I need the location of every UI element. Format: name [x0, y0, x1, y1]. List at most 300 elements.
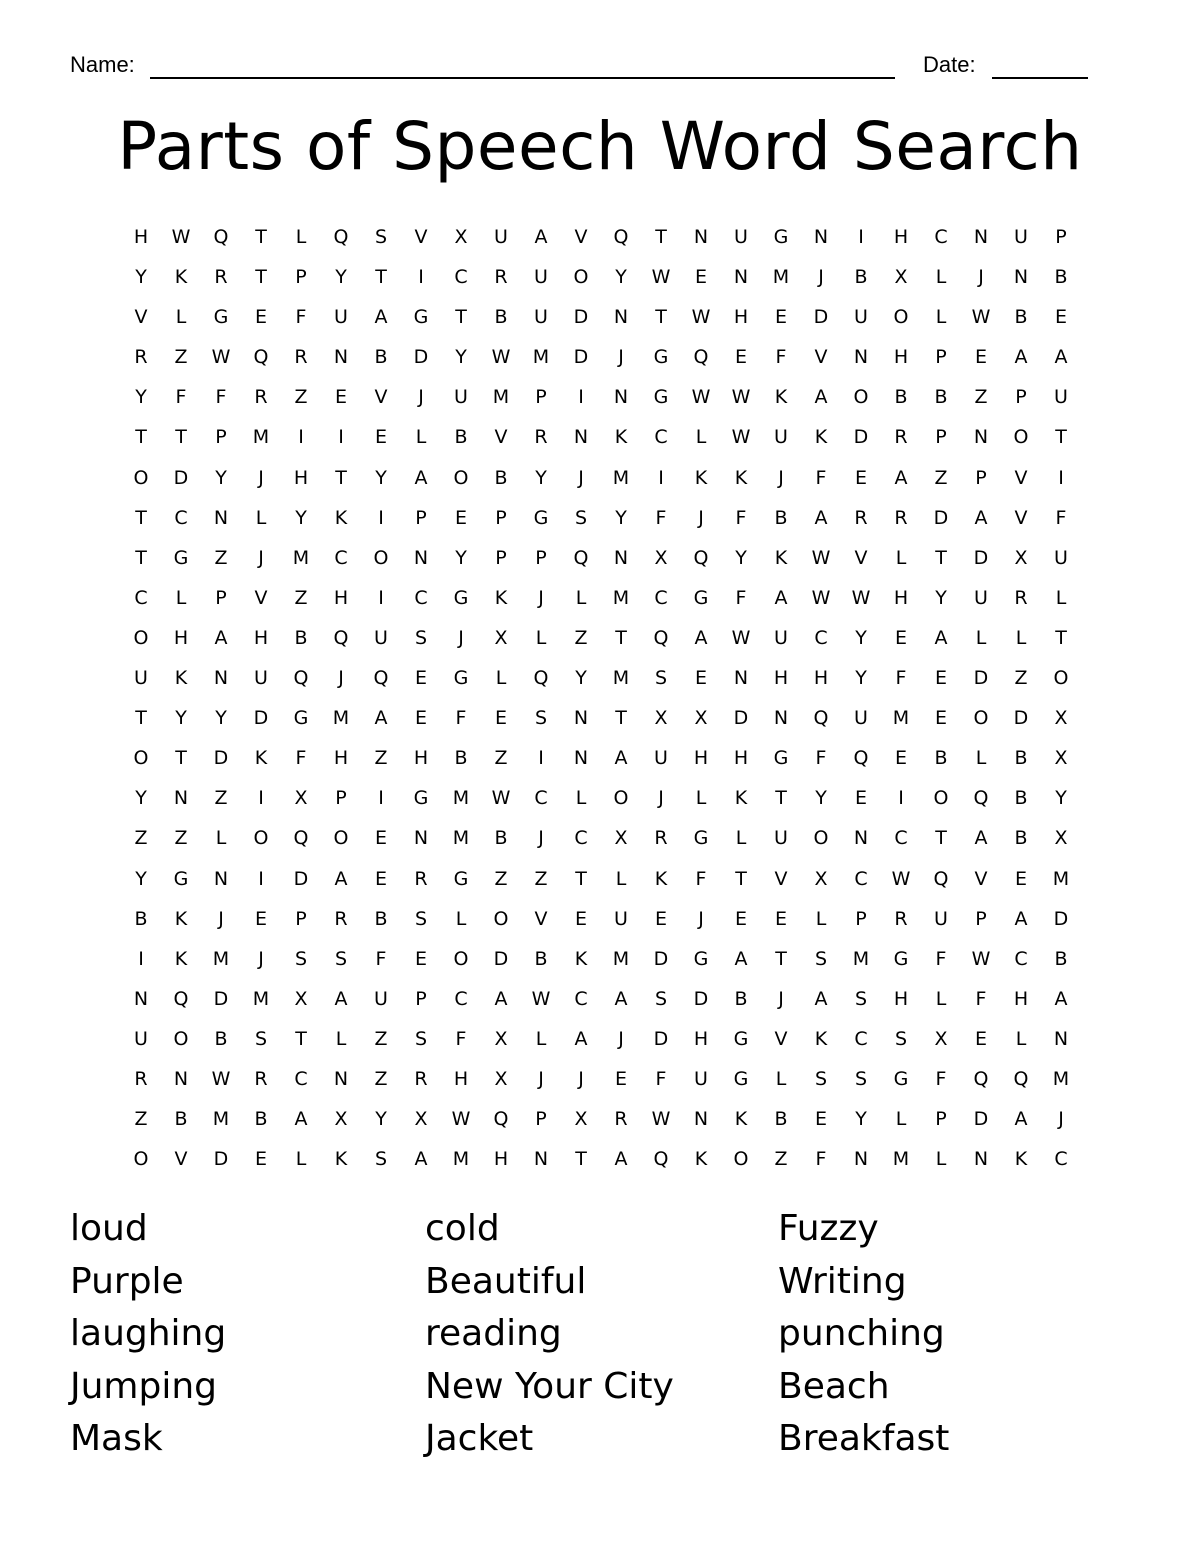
grid-letter: K — [734, 1108, 748, 1131]
grid-letter: E — [854, 466, 867, 489]
grid-letter: D — [413, 346, 429, 369]
grid-letter: D — [573, 346, 589, 369]
grid-letter: B — [774, 506, 788, 529]
grid-letter: N — [173, 1067, 189, 1090]
grid-letter: X — [294, 787, 308, 810]
grid-letter: A — [334, 867, 348, 890]
grid-letter: U — [334, 306, 348, 329]
grid-letter: T — [655, 226, 667, 248]
grid-letter: H — [333, 747, 349, 770]
grid-letter: P — [215, 426, 227, 449]
grid-letter: I — [898, 787, 904, 810]
grid-letter: M — [212, 1108, 230, 1131]
grid-letter: X — [334, 1108, 348, 1131]
grid-letter: D — [293, 867, 309, 890]
grid-letter: M — [452, 1148, 470, 1171]
grid-letter: R — [334, 907, 348, 930]
grid-letter: F — [935, 1067, 947, 1090]
grid-letter: V — [254, 586, 268, 609]
grid-letter: F — [975, 987, 987, 1010]
grid-letter: F — [895, 667, 907, 690]
grid-letter: R — [654, 827, 668, 850]
grid-letter: X — [614, 827, 628, 850]
grid-letter: E — [814, 1108, 827, 1131]
grid-letter: Q — [493, 1108, 509, 1131]
grid-letter: U — [1054, 386, 1068, 409]
grid-letter: Q — [573, 546, 589, 569]
grid-letter: B — [134, 907, 148, 930]
grid-letter: T — [735, 867, 747, 890]
grid-letter: M — [292, 546, 310, 569]
grid-letter: O — [133, 626, 149, 649]
grid-letter: K — [174, 667, 188, 690]
grid-letter: N — [573, 426, 589, 449]
grid-letter: P — [1015, 386, 1027, 409]
grid-letter: L — [575, 586, 587, 609]
grid-letter: E — [774, 306, 787, 329]
grid-letter: R — [134, 1067, 148, 1090]
grid-letter: U — [254, 667, 268, 690]
grid-letter: D — [213, 747, 229, 770]
grid-letter: E — [974, 1027, 987, 1050]
grid-letter: N — [213, 867, 229, 890]
grid-letter: N — [733, 667, 749, 690]
grid-letter: F — [735, 586, 747, 609]
grid-letter: Q — [333, 626, 349, 649]
grid-letter: U — [374, 626, 388, 649]
grid-letter: G — [733, 1027, 749, 1050]
grid-letter: K — [174, 266, 188, 289]
grid-letter: R — [894, 506, 908, 529]
grid-letter: Z — [134, 1108, 148, 1131]
grid-letter: N — [733, 266, 749, 289]
grid-letter: R — [534, 426, 548, 449]
grid-letter: W — [971, 306, 991, 329]
grid-letter: K — [734, 787, 748, 810]
grid-letter: A — [494, 987, 508, 1010]
grid-letter: A — [734, 947, 748, 970]
grid-letter: T — [655, 306, 667, 329]
grid-letter: W — [851, 586, 871, 609]
grid-letter: J — [418, 386, 424, 409]
grid-letter: E — [614, 1067, 627, 1090]
grid-letter: Z — [534, 867, 548, 890]
grid-letter: P — [495, 506, 507, 529]
grid-letter: J — [258, 546, 264, 569]
grid-letter: C — [854, 1027, 868, 1050]
grid-letter: Y — [935, 586, 947, 609]
grid-letter: T — [135, 707, 147, 730]
grid-letter: E — [734, 346, 747, 369]
grid-letter: F — [735, 506, 747, 529]
grid-letter: Q — [693, 346, 709, 369]
grid-letter: A — [974, 506, 988, 529]
grid-letter: T — [455, 306, 467, 329]
grid-letter: C — [934, 226, 948, 248]
grid-letter: T — [335, 466, 347, 489]
grid-letter: Y — [215, 707, 227, 730]
grid-letter: M — [892, 1148, 910, 1171]
grid-letter: G — [453, 867, 469, 890]
grid-letter: V — [1014, 466, 1028, 489]
grid-letter: L — [535, 1027, 547, 1050]
grid-letter: X — [494, 626, 508, 649]
grid-letter: S — [374, 226, 388, 248]
grid-letter: R — [614, 1108, 628, 1131]
grid-letter: E — [894, 747, 907, 770]
grid-letter: P — [415, 506, 427, 529]
grid-letter: N — [973, 226, 989, 248]
grid-letter: G — [173, 546, 189, 569]
grid-letter: V — [774, 1027, 788, 1050]
grid-letter: S — [414, 1027, 428, 1050]
grid-letter: N — [333, 1067, 349, 1090]
grid-letter: T — [935, 546, 947, 569]
grid-letter: Q — [653, 1148, 669, 1171]
grid-letter: A — [374, 707, 388, 730]
grid-letter: S — [854, 987, 868, 1010]
grid-letter: L — [975, 626, 987, 649]
grid-letter: I — [538, 747, 544, 770]
grid-letter: M — [252, 426, 270, 449]
grid-letter: E — [414, 947, 427, 970]
grid-letter: V — [534, 907, 548, 930]
grid-letter: V — [774, 867, 788, 890]
grid-letter: Z — [294, 586, 308, 609]
grid-letter: E — [654, 907, 667, 930]
grid-letter: F — [295, 306, 307, 329]
word-bank-item: laughing — [70, 1313, 227, 1354]
grid-letter: K — [174, 947, 188, 970]
grid-letter: Q — [973, 787, 989, 810]
grid-letter: G — [693, 947, 709, 970]
grid-letter: A — [414, 466, 428, 489]
grid-letter: D — [1013, 707, 1029, 730]
grid-letter: X — [1014, 546, 1028, 569]
grid-letter: V — [134, 306, 148, 329]
grid-letter: Y — [455, 346, 467, 369]
grid-letter: N — [693, 1108, 709, 1131]
grid-letter: B — [774, 1108, 788, 1131]
grid-letter: K — [694, 1148, 708, 1171]
grid-letter: Y — [1055, 787, 1067, 810]
grid-letter: O — [133, 747, 149, 770]
grid-letter: O — [253, 827, 269, 850]
grid-letter: X — [694, 707, 708, 730]
grid-letter: U — [974, 586, 988, 609]
grid-letter: O — [333, 827, 349, 850]
grid-letter: S — [254, 1027, 268, 1050]
grid-letter: B — [454, 426, 468, 449]
grid-letter: O — [173, 1027, 189, 1050]
grid-letter: Y — [215, 466, 227, 489]
grid-letter: H — [413, 747, 429, 770]
grid-letter: R — [414, 867, 428, 890]
grid-letter: E — [854, 787, 867, 810]
grid-letter: O — [813, 827, 829, 850]
grid-letter: H — [773, 667, 789, 690]
word-bank-item: loud — [70, 1208, 148, 1249]
word-bank-item: Beautiful — [425, 1260, 587, 1302]
grid-letter: Y — [135, 386, 147, 409]
grid-letter: H — [133, 226, 149, 248]
grid-letter: J — [538, 586, 544, 609]
grid-letter: O — [1013, 426, 1029, 449]
grid-letter: W — [731, 386, 751, 409]
grid-letter: W — [691, 306, 711, 329]
grid-letter: B — [734, 987, 748, 1010]
grid-letter: G — [413, 306, 429, 329]
grid-letter: P — [975, 907, 987, 930]
grid-letter: D — [853, 426, 869, 449]
grid-letter: X — [494, 1027, 508, 1050]
grid-letter: E — [414, 667, 427, 690]
grid-letter: O — [973, 707, 989, 730]
grid-letter: S — [334, 947, 348, 970]
word-bank-column — [70, 1203, 400, 1466]
grid-letter: P — [215, 586, 227, 609]
grid-letter: W — [811, 546, 831, 569]
grid-letter: E — [374, 827, 387, 850]
grid-letter: X — [494, 1067, 508, 1090]
grid-letter: S — [854, 1067, 868, 1090]
word-bank-item: Fuzzy — [778, 1208, 879, 1249]
grid-letter: M — [772, 266, 790, 289]
grid-letter: Y — [375, 466, 387, 489]
grid-letter: A — [814, 987, 828, 1010]
grid-letter: O — [493, 907, 509, 930]
grid-letter: A — [894, 466, 908, 489]
grid-letter: J — [618, 346, 624, 369]
grid-letter: E — [254, 306, 267, 329]
grid-letter: D — [693, 987, 709, 1010]
grid-letter: W — [531, 987, 551, 1010]
grid-letter: N — [533, 1148, 549, 1171]
grid-letter: E — [334, 386, 347, 409]
grid-letter: L — [535, 626, 547, 649]
grid-letter: U — [734, 226, 748, 248]
grid-letter: C — [814, 626, 828, 649]
grid-letter: Q — [933, 867, 949, 890]
grid-letter: J — [338, 667, 344, 690]
grid-letter: B — [1054, 947, 1068, 970]
grid-letter: L — [175, 586, 187, 609]
grid-letter: O — [1053, 667, 1069, 690]
grid-letter: C — [1054, 1148, 1068, 1171]
grid-letter: O — [453, 947, 469, 970]
grid-letter: M — [852, 947, 870, 970]
grid-letter: A — [694, 626, 708, 649]
name-label: Name: — [70, 52, 135, 77]
grid-letter: J — [618, 1027, 624, 1050]
header-row — [70, 48, 1090, 82]
word-bank-item: Jumping — [70, 1365, 218, 1407]
word-bank-item: Jacket — [425, 1418, 534, 1459]
grid-letter: P — [535, 546, 547, 569]
grid-letter: J — [818, 266, 824, 289]
grid-letter: Q — [813, 707, 829, 730]
grid-letter: T — [935, 827, 947, 850]
grid-letter: F — [375, 947, 387, 970]
grid-letter: V — [1014, 506, 1028, 529]
grid-letter: D — [1053, 907, 1069, 930]
grid-letter: S — [414, 907, 428, 930]
grid-letter: M — [892, 707, 910, 730]
grid-letter: O — [453, 466, 469, 489]
grid-letter: T — [135, 546, 147, 569]
grid-letter: B — [1014, 306, 1028, 329]
grid-letter: X — [654, 707, 668, 730]
grid-letter: I — [338, 426, 344, 449]
grid-letter: F — [775, 346, 787, 369]
grid-letter: C — [414, 586, 428, 609]
grid-letter: X — [814, 867, 828, 890]
grid-letter: D — [973, 667, 989, 690]
grid-letter: A — [414, 1148, 428, 1171]
grid-letter: U — [694, 1067, 708, 1090]
grid-letter: Q — [293, 827, 309, 850]
grid-letter: M — [452, 787, 470, 810]
grid-letter: W — [211, 346, 231, 369]
word-bank — [70, 1203, 1130, 1473]
grid-letter: Z — [374, 747, 388, 770]
grid-letter: B — [494, 306, 508, 329]
grid-letter: A — [814, 386, 828, 409]
grid-letter: I — [298, 426, 304, 449]
grid-letter: G — [893, 947, 909, 970]
grid-letter: B — [934, 747, 948, 770]
grid-letter: R — [254, 386, 268, 409]
grid-letter: L — [1015, 1027, 1027, 1050]
word-bank-item: Writing — [778, 1260, 907, 1302]
grid-letter: G — [733, 1067, 749, 1090]
grid-letter: P — [935, 426, 947, 449]
grid-letter: W — [971, 947, 991, 970]
grid-letter: W — [691, 386, 711, 409]
grid-letter: C — [574, 827, 588, 850]
grid-letter: E — [374, 867, 387, 890]
grid-letter: E — [774, 907, 787, 930]
grid-letter: Q — [973, 1067, 989, 1090]
grid-letter: N — [213, 667, 229, 690]
grid-letter: P — [975, 466, 987, 489]
grid-letter: D — [573, 306, 589, 329]
grid-letter: C — [174, 506, 188, 529]
grid-letter: O — [853, 386, 869, 409]
grid-letter: N — [613, 386, 629, 409]
grid-letter: C — [454, 987, 468, 1010]
grid-letter: G — [773, 747, 789, 770]
grid-letter: U — [134, 1027, 148, 1050]
grid-letter: H — [1013, 987, 1029, 1010]
grid-letter: E — [254, 1148, 267, 1171]
grid-letter: H — [893, 226, 909, 248]
grid-letter: V — [174, 1148, 188, 1171]
grid-letter: Y — [615, 266, 627, 289]
grid-letter: N — [773, 707, 789, 730]
grid-letter: B — [934, 386, 948, 409]
grid-letter: L — [935, 1148, 947, 1171]
grid-letter: K — [734, 466, 748, 489]
grid-letter: A — [1014, 1108, 1028, 1131]
grid-letter: P — [495, 546, 507, 569]
grid-letter: S — [654, 987, 668, 1010]
grid-letter: A — [1014, 346, 1028, 369]
grid-letter: R — [494, 266, 508, 289]
grid-letter: N — [413, 546, 429, 569]
grid-letter: Q — [533, 667, 549, 690]
grid-letter: D — [493, 947, 509, 970]
grid-letter: T — [255, 226, 267, 248]
grid-letter: U — [134, 667, 148, 690]
grid-letter: J — [578, 1067, 584, 1090]
grid-letter: J — [218, 907, 224, 930]
grid-letter: I — [258, 787, 264, 810]
grid-letter: Q — [1013, 1067, 1029, 1090]
grid-letter: A — [1054, 987, 1068, 1010]
grid-letter: W — [451, 1108, 471, 1131]
grid-letter: M — [532, 346, 550, 369]
name-field-line — [150, 77, 895, 79]
word-bank-column — [425, 1203, 755, 1466]
grid-letter: E — [494, 707, 507, 730]
word-bank-column — [778, 1203, 1108, 1466]
grid-letter: K — [774, 546, 788, 569]
grid-letter: L — [735, 827, 747, 850]
grid-letter: M — [212, 947, 230, 970]
grid-letter: C — [1014, 947, 1028, 970]
grid-letter: T — [175, 747, 187, 770]
grid-letter: E — [1054, 306, 1067, 329]
grid-letter: S — [534, 707, 548, 730]
grid-letter: E — [1014, 867, 1027, 890]
grid-letter: F — [455, 707, 467, 730]
grid-letter: L — [1015, 626, 1027, 649]
grid-letter: T — [575, 867, 587, 890]
grid-letter: E — [414, 707, 427, 730]
word-search-grid — [121, 217, 1081, 1179]
grid-letter: M — [1052, 1067, 1070, 1090]
grid-letter: Q — [373, 667, 389, 690]
grid-letter: C — [334, 546, 348, 569]
grid-letter: N — [333, 346, 349, 369]
grid-letter: T — [1055, 626, 1067, 649]
grid-letter: I — [138, 947, 144, 970]
grid-letter: C — [534, 787, 548, 810]
grid-letter: J — [698, 506, 704, 529]
grid-letter: E — [974, 346, 987, 369]
grid-letter: D — [213, 987, 229, 1010]
grid-letter: L — [495, 667, 507, 690]
grid-letter: X — [1054, 827, 1068, 850]
grid-letter: V — [574, 226, 588, 248]
grid-letter: F — [1055, 506, 1067, 529]
date-label: Date: — [923, 52, 976, 77]
grid-letter: L — [975, 747, 987, 770]
grid-letter: P — [415, 987, 427, 1010]
grid-letter: U — [934, 907, 948, 930]
grid-letter: Y — [135, 266, 147, 289]
grid-letter: B — [494, 827, 508, 850]
grid-letter: G — [453, 586, 469, 609]
grid-letter: L — [815, 907, 827, 930]
grid-letter: R — [134, 346, 148, 369]
grid-letter: D — [253, 707, 269, 730]
grid-letter: F — [815, 747, 827, 770]
grid-letter: Y — [135, 787, 147, 810]
grid-letter: I — [1058, 466, 1064, 489]
grid-letter: B — [1014, 827, 1028, 850]
